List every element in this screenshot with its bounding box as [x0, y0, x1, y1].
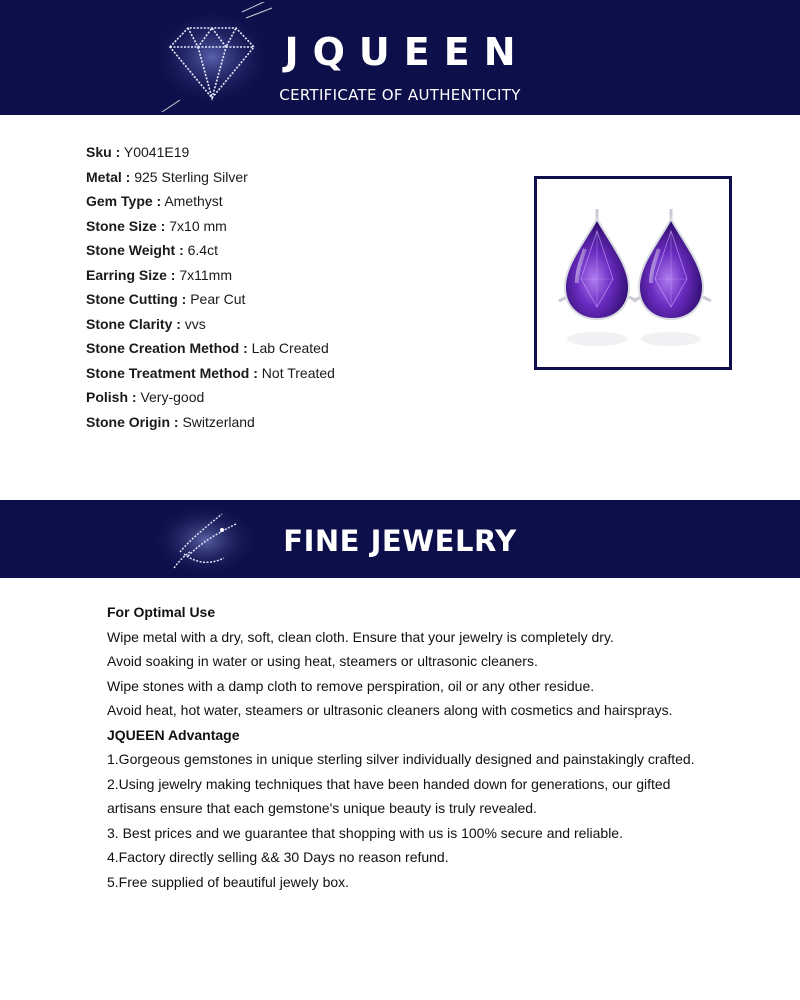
section-title: FINE JEWELRY [283, 524, 517, 558]
spec-row-polish: Polish : Very-good [86, 389, 205, 405]
spec-row-gem-type: Gem Type : Amethyst [86, 193, 223, 209]
brand-name: JQUEEN [284, 30, 530, 74]
amethyst-pear-earrings-image [537, 179, 729, 367]
right-earring [633, 209, 711, 346]
spec-row-treatment-method: Stone Treatment Method : Not Treated [86, 364, 335, 381]
advantage-line: artisans ensure that each gemstone's unique beauty is truly revealed. [107, 800, 537, 816]
spec-row-stone-cutting: Stone Cutting : Pear Cut [86, 291, 246, 307]
care-line: Wipe stones with a damp cloth to remove perspiration, oil or any other residue. [107, 677, 595, 694]
advantage-line: 4.Factory directly selling && 30 Days no reason refund. [107, 849, 449, 865]
spec-row-earring-size: Earring Size : 7x11mm [86, 266, 233, 283]
product-spec-list [86, 140, 335, 434]
care-line: Avoid soaking in water or using heat, steamers or ultrasonic cleaners. [107, 653, 538, 669]
advantage-line: 2.Using jewelry making techniques that have been handed down for generations, our gifted [107, 775, 671, 792]
advantage-line: 1.Gorgeous gemstones in unique sterling silver individually designed and painstakingly crafted. [107, 751, 695, 767]
spec-row-stone-size: Stone Size : 7x10 mm [86, 217, 227, 234]
spec-row-sku: Sku : Y0041E19 [86, 144, 190, 160]
left-earring [559, 209, 637, 346]
advantage-heading: JQUEEN Advantage [107, 726, 240, 743]
spec-row-stone-weight: Stone Weight : 6.4ct [86, 242, 218, 258]
advantage-line: 5.Free supplied of beautiful jewely box. [107, 873, 350, 890]
certificate-subtitle: CERTIFICATE OF AUTHENTICITY [279, 86, 521, 104]
spec-row-stone-clarity: Stone Clarity : vvs [86, 315, 206, 332]
care-line: Avoid heat, hot water, steamers or ultrasonic cleaners along with cosmetics and hairsprays. [107, 702, 673, 718]
spec-row-metal: Metal : 925 Sterling Silver [86, 168, 248, 185]
certificate-header-banner [0, 0, 800, 115]
product-photo-frame [534, 176, 732, 370]
optimal-use-heading: For Optimal Use [107, 604, 216, 620]
advantage-line: 3. Best prices and we guarantee that shopping with us is 100% secure and reliable. [107, 824, 623, 841]
spec-row-stone-origin: Stone Origin : Switzerland [86, 413, 255, 430]
spec-row-creation-method: Stone Creation Method : Lab Created [86, 340, 329, 356]
care-instructions [107, 600, 787, 894]
fine-jewelry-banner [0, 500, 800, 578]
care-line: Wipe metal with a dry, soft, clean cloth. Ensure that your jewelry is completely dry. [107, 628, 614, 645]
